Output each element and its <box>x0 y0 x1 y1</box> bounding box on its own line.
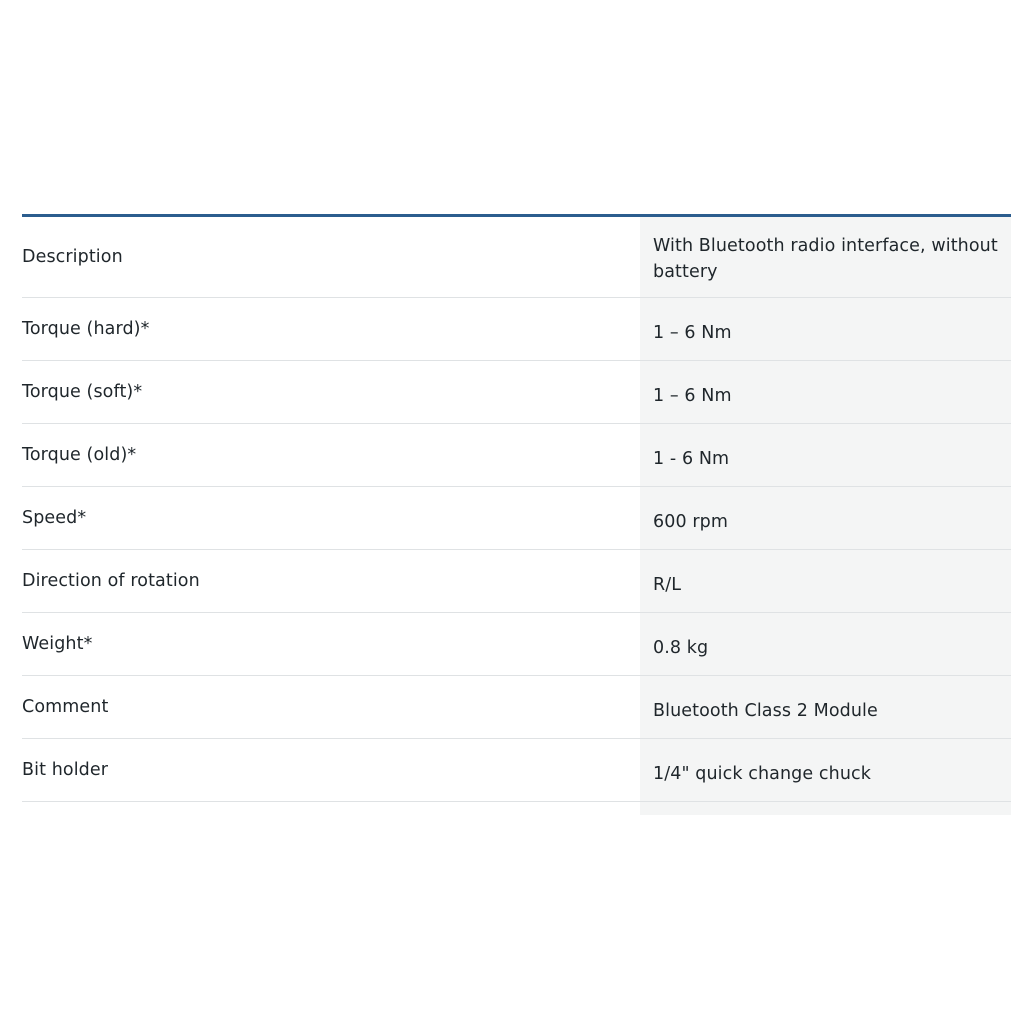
spec-label: Weight* <box>22 634 93 654</box>
spec-label: Bit holder <box>22 760 109 780</box>
spec-label: Comment <box>22 697 109 717</box>
spec-row-torque-hard <box>22 298 1011 361</box>
spec-value: Bluetooth Class 2 Module <box>653 701 878 721</box>
spec-row-bit-holder <box>22 739 1011 802</box>
spec-label: Direction of rotation <box>22 571 200 591</box>
spec-row-torque-soft <box>22 361 1011 424</box>
spec-value: 1/4" quick change chuck <box>653 764 871 784</box>
spec-row-description <box>22 217 1011 298</box>
spec-value: 1 – 6 Nm <box>653 386 732 406</box>
spec-value: R/L <box>653 575 682 595</box>
spec-value: 1 - 6 Nm <box>653 449 730 469</box>
spec-label: Speed* <box>22 508 87 528</box>
spec-row-weight <box>22 613 1011 676</box>
spec-label: Torque (old)* <box>22 445 137 465</box>
spec-value: 0.8 kg <box>653 638 709 658</box>
spec-row-speed <box>22 487 1011 550</box>
spec-row-torque-old <box>22 424 1011 487</box>
spec-value: 1 – 6 Nm <box>653 323 732 343</box>
spec-table <box>22 214 1011 802</box>
spec-label: Description <box>22 247 123 267</box>
spec-row-direction-of-rotation <box>22 550 1011 613</box>
spec-label: Torque (soft)* <box>22 382 143 402</box>
spec-row-comment <box>22 676 1011 739</box>
spec-value: With Bluetooth radio interface, without battery <box>653 236 998 282</box>
spec-value: 600 rpm <box>653 512 729 532</box>
spec-label: Torque (hard)* <box>22 319 150 339</box>
